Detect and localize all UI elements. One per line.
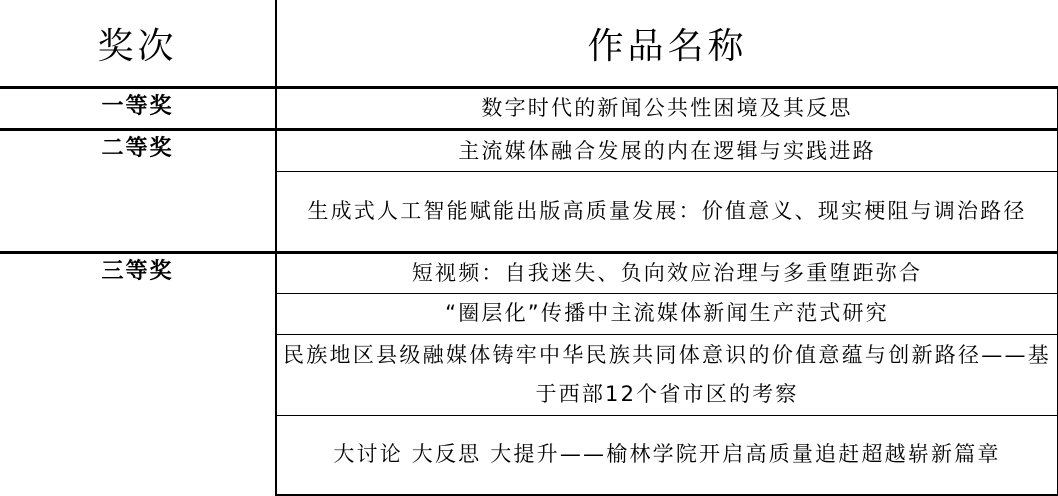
work-title: [276, 415, 1058, 495]
work-title: [276, 171, 1058, 252]
work-title: 数字时代的新闻公共性困境及其反思: [276, 88, 1058, 130]
work-title: [276, 334, 1058, 415]
header-row: [0, 0, 1058, 88]
rank-cell-first: 一等奖: [0, 88, 276, 130]
table-row: [0, 88, 1058, 130]
work-title: “圈层化”传播中主流媒体新闻生产范式研究: [276, 294, 1058, 334]
rank-cell-third: 三等奖: [0, 252, 276, 495]
work-title-wrapped: 民族地区县级融媒体铸牢中华民族共同体意识的价值意蕴与创新路径——基于西部12个省市区的考察: [283, 342, 1051, 406]
title-column-header: 作品名称: [276, 0, 1058, 88]
table-row: [0, 130, 1058, 171]
table-row: [0, 252, 1058, 293]
rank-column-header: 奖次: [0, 0, 276, 88]
work-title: 短视频：自我迷失、负向效应治理与多重堕距弥合: [276, 252, 1058, 293]
work-title-line-1: 生成式人工智能赋能出版高质量发展：价值意义、现实梗阻与调治路径: [307, 198, 1027, 223]
rank-cell-second: 二等奖: [0, 130, 276, 252]
work-title-wrapped: 大讨论 大反思 大提升——榆林学院开启高质量追赶超越崭新篇章: [333, 442, 1001, 467]
work-title: 主流媒体融合发展的内在逻辑与实践进路: [276, 130, 1058, 171]
